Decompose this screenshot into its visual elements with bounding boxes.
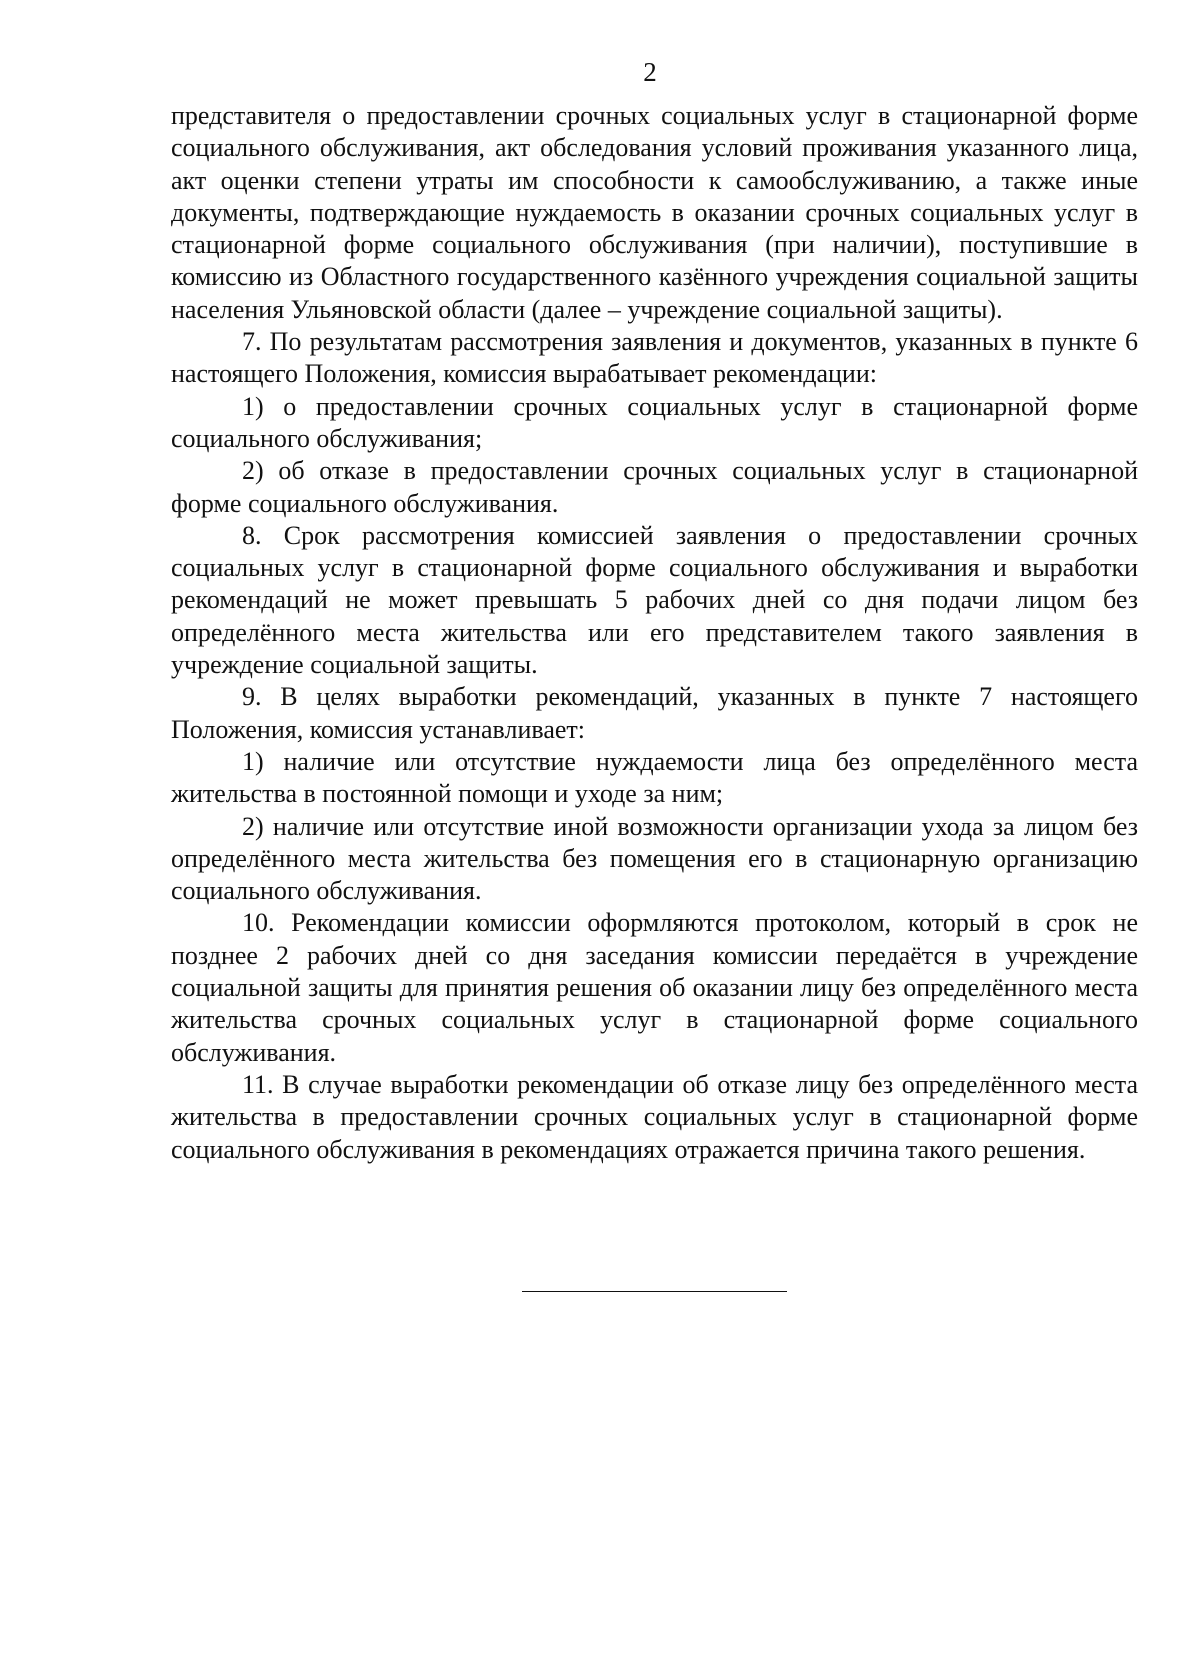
- paragraph-item-10: 10. Рекомендации комиссии оформляются протоколом, который в срок не позднее 2 рабочих дней со дня заседания комиссии передаётся в учреждение социальной защиты для принятия решения об оказании лицу без определённого места жительства срочных социальных услуг в стационарной форме социального обслуживания.: [171, 908, 1138, 1067]
- paragraph-item-7-2: 2) об отказе в предоставлении срочных социальных услуг в стационарной форме социального обслуживания.: [171, 456, 1138, 518]
- paragraph-item-11: 11. В случае выработки рекомендации об отказе лицу без определённого места жительства в предоставлении срочных социальных услуг в стационарной форме социального обслуживания в рекомендациях отражается причина такого решения.: [171, 1069, 1138, 1164]
- paragraph-item-9: 9. В целях выработки рекомендаций, указанных в пункте 7 настоящего Положения, комиссия устанавливает:: [171, 682, 1138, 744]
- paragraph-continuation: представителя о предоставлении срочных социальных услуг в стационарной форме социального обслуживания, акт обследования условий проживания указанного лица, акт оценки степени утраты им способности к самообслуживанию, а также иные документы, подтверждающие нуждаемость в оказании срочных социальных услуг в стационарной форме социального обслуживания (при наличии), поступившие в комиссию из Областного государственного казённого учреждения социальной защиты населения Ульяновской области (далее – учреждение социальной защиты).: [171, 101, 1138, 324]
- paragraph-item-8: 8. Срок рассмотрения комиссией заявления о предоставлении срочных социальных услуг в стационарной форме социального обслуживания и выработки рекомендаций не может превышать 5 рабочих дней со дня подачи лицом без определённого места жительства или его представителем такого заявления в учреждение социальной защиты.: [171, 520, 1138, 680]
- document-body: [171, 100, 1138, 1166]
- end-of-document-rule: [522, 1291, 787, 1292]
- paragraph-item-7-1: 1) о предоставлении срочных социальных услуг в стационарной форме социального обслуживания;: [171, 391, 1138, 453]
- paragraph-item-9-1: 1) наличие или отсутствие нуждаемости лица без определённого места жительства в постоянной помощи и уходе за ним;: [171, 746, 1138, 809]
- paragraph-item-9-2: 2) наличие или отсутствие иной возможности организации ухода за лицом без определённого места жительства без помещения его в стационарную организацию социального обслуживания.: [171, 811, 1138, 906]
- paragraph-item-7: 7. По результатам рассмотрения заявления и документов, указанных в пункте 6 настоящего Положения, комиссия вырабатывает рекомендации:: [171, 327, 1138, 389]
- page-number: 2: [643, 57, 657, 87]
